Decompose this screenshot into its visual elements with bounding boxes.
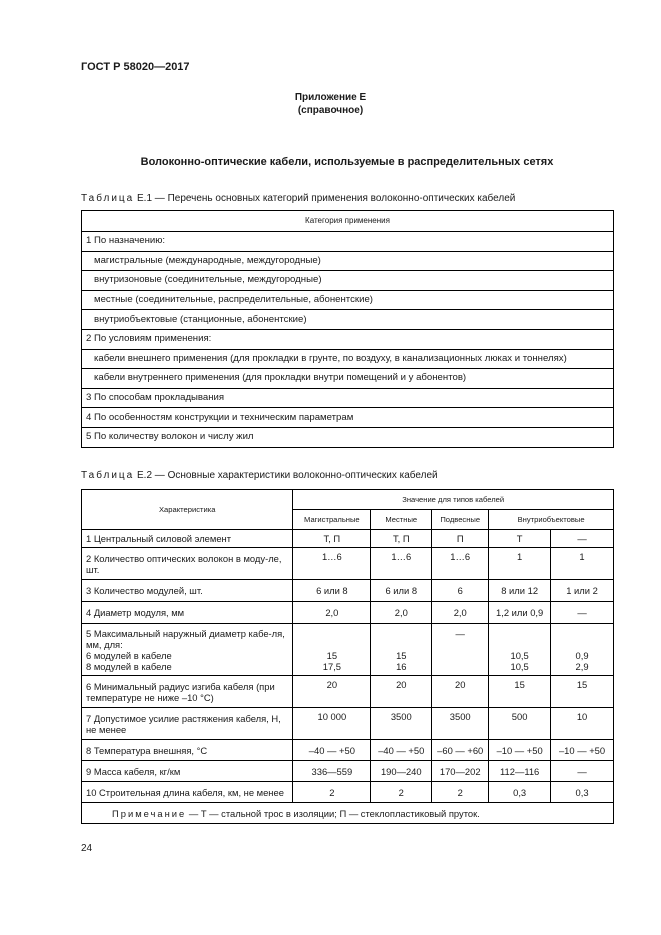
row-value: 1…6 [371, 548, 432, 580]
table-row [82, 740, 614, 761]
table-characteristics [81, 489, 614, 824]
table-row: кабели внешнего применения (для прокладки в грунте, по воздуху, в канализационных люках и тоннелях) [82, 349, 614, 369]
table-row: 4 По особенностям конструкции и техническим параметрам [82, 408, 614, 428]
row-value: Т, П [371, 530, 432, 548]
row-value [371, 624, 432, 676]
table-row [82, 624, 614, 676]
row-value: 1,2 или 0,9 [489, 602, 551, 624]
row-value: 20 [293, 676, 371, 708]
row-value: — [551, 602, 614, 624]
row-value: –40 — +50 [371, 740, 432, 761]
row5-line: 8 модулей в кабеле [86, 661, 172, 672]
row-value: 112—116 [489, 761, 551, 782]
row-value: –10 — +50 [551, 740, 614, 761]
table-row [82, 761, 614, 782]
row-value: 500 [489, 708, 551, 740]
table2-caption [81, 470, 438, 481]
table1-caption-prefix: Таблица [81, 193, 135, 204]
row-value-line: 10,5 [510, 661, 529, 672]
row-value: 0,3 [489, 782, 551, 803]
row-name: 4 Диаметр модуля, мм [82, 602, 293, 624]
row-value: 2,0 [432, 602, 489, 624]
row-value: П [432, 530, 489, 548]
row-value: — [551, 761, 614, 782]
row-value: Т [489, 530, 551, 548]
appendix-subtitle: (справочное) [297, 105, 364, 116]
table1-header: Категория применения [82, 211, 614, 232]
row-value: 2 [293, 782, 371, 803]
row-value: 336—559 [293, 761, 371, 782]
row-value: 6 [432, 580, 489, 602]
row-value: 8 или 12 [489, 580, 551, 602]
row-name: 10 Строительная длина кабеля, км, не менее [82, 782, 293, 803]
row-value: 10 000 [293, 708, 371, 740]
row-value: 1 [489, 548, 551, 580]
row-name: 9 Масса кабеля, кг/км [82, 761, 293, 782]
table-row: 1 По назначению: [82, 232, 614, 252]
row-value: –60 — +60 [432, 740, 489, 761]
head-type: Местные [371, 510, 432, 530]
row-value-line: 15 [326, 650, 338, 661]
row-value: –40 — +50 [293, 740, 371, 761]
row-value: 15 [551, 676, 614, 708]
table-row [82, 708, 614, 740]
row-value: 2,0 [371, 602, 432, 624]
standard-header: ГОСТ Р 58020—2017 [81, 61, 190, 73]
row-value: 1…6 [432, 548, 489, 580]
table-note [82, 803, 614, 824]
table-row [82, 580, 614, 602]
row-name: 6 Минимальный радиус изгиба кабеля (при температуре не ниже –10 °С) [82, 676, 293, 708]
table-row [82, 602, 614, 624]
head-characteristic: Характеристика [82, 490, 293, 530]
row-value: 1 [551, 548, 614, 580]
row-value-line: 15 [396, 650, 407, 661]
row-value: 0,3 [551, 782, 614, 803]
row-value-line: 17,5 [322, 661, 341, 672]
table2-caption-prefix: Таблица [81, 470, 135, 481]
row-name: 2 Количество оптических волокон в моду-ле, шт. [82, 548, 293, 580]
row-value: 2,0 [293, 602, 371, 624]
table-row [82, 548, 614, 580]
row-value: Т, П [293, 530, 371, 548]
table-row [82, 530, 614, 548]
row-name [82, 624, 293, 676]
note-text: — Т — стальной трос в изоляции; П — стеклопластиковый пруток. [186, 807, 480, 819]
row-value [551, 624, 614, 676]
row-value: 190—240 [371, 761, 432, 782]
head-type: Внутриобъектовые [489, 510, 614, 530]
row-value-line: 0,9 [575, 650, 589, 661]
row-value: 2 [432, 782, 489, 803]
head-type: Подвесные [432, 510, 489, 530]
row-name: 7 Допустимое усилие растяжения кабеля, Н, не менее [82, 708, 293, 740]
table-row: кабели внутреннего применения (для прокладки внутри помещений и у абонентов) [82, 369, 614, 389]
row-value: — [432, 624, 489, 676]
row-value [293, 624, 371, 676]
row-value-line: 10,5 [510, 650, 529, 661]
table2-caption-text: Е.2 — Основные характеристики волоконно-оптических кабелей [137, 470, 438, 481]
row-value: 170—202 [432, 761, 489, 782]
table1-caption [81, 193, 515, 204]
row5-line: 5 Максимальный наружный диаметр кабе-ля, мм, для: [86, 628, 285, 650]
row-name: 3 Количество модулей, шт. [82, 580, 293, 602]
row-name: 1 Центральный силовой элемент [82, 530, 293, 548]
table-row: магистральные (международные, междугородные) [82, 251, 614, 271]
page-number: 24 [81, 843, 93, 854]
row-value: 10 [551, 708, 614, 740]
table-row: 3 По способам прокладывания [82, 388, 614, 408]
row-name: 8 Температура внешняя, °С [82, 740, 293, 761]
head-values: Значение для типов кабелей [293, 490, 614, 510]
row-value: 20 [371, 676, 432, 708]
table-row: внутризоновые (соединительные, междугородные) [82, 271, 614, 291]
table-row: местные (соединительные, распределительные, абонентские) [82, 290, 614, 310]
appendix-title: Приложение Е [294, 92, 367, 103]
row-value: 3500 [371, 708, 432, 740]
row-value: 6 или 8 [371, 580, 432, 602]
row-value-line: 2,9 [575, 661, 589, 672]
table-row [82, 676, 614, 708]
table-row: внутриобъектовые (станционные, абонентские) [82, 310, 614, 330]
table1-caption-text: Е.1 — Перечень основных категорий применения волоконно-оптических кабелей [137, 193, 516, 204]
head-type: Магистральные [293, 510, 371, 530]
row-value: –10 — +50 [489, 740, 551, 761]
row-value: 1…6 [293, 548, 371, 580]
row-value: 3500 [432, 708, 489, 740]
row5-line: 6 модулей в кабеле [86, 650, 172, 661]
row-value: 2 [371, 782, 432, 803]
row-value: 15 [489, 676, 551, 708]
row-value [489, 624, 551, 676]
row-value: — [551, 530, 614, 548]
row-value: 6 или 8 [293, 580, 371, 602]
note-prefix: Примечание [112, 807, 187, 819]
row-value-line: 16 [396, 661, 407, 672]
table-row: 2 По условиям применения: [82, 329, 614, 349]
table-row: 5 По количеству волокон и числу жил [82, 427, 614, 447]
table-categories [81, 210, 614, 448]
note-cell [82, 803, 614, 824]
section-title: Волоконно-оптические кабели, используемые в распределительных сетях [140, 156, 554, 168]
table-row [82, 782, 614, 803]
row-value: 20 [432, 676, 489, 708]
row-value: 1 или 2 [551, 580, 614, 602]
